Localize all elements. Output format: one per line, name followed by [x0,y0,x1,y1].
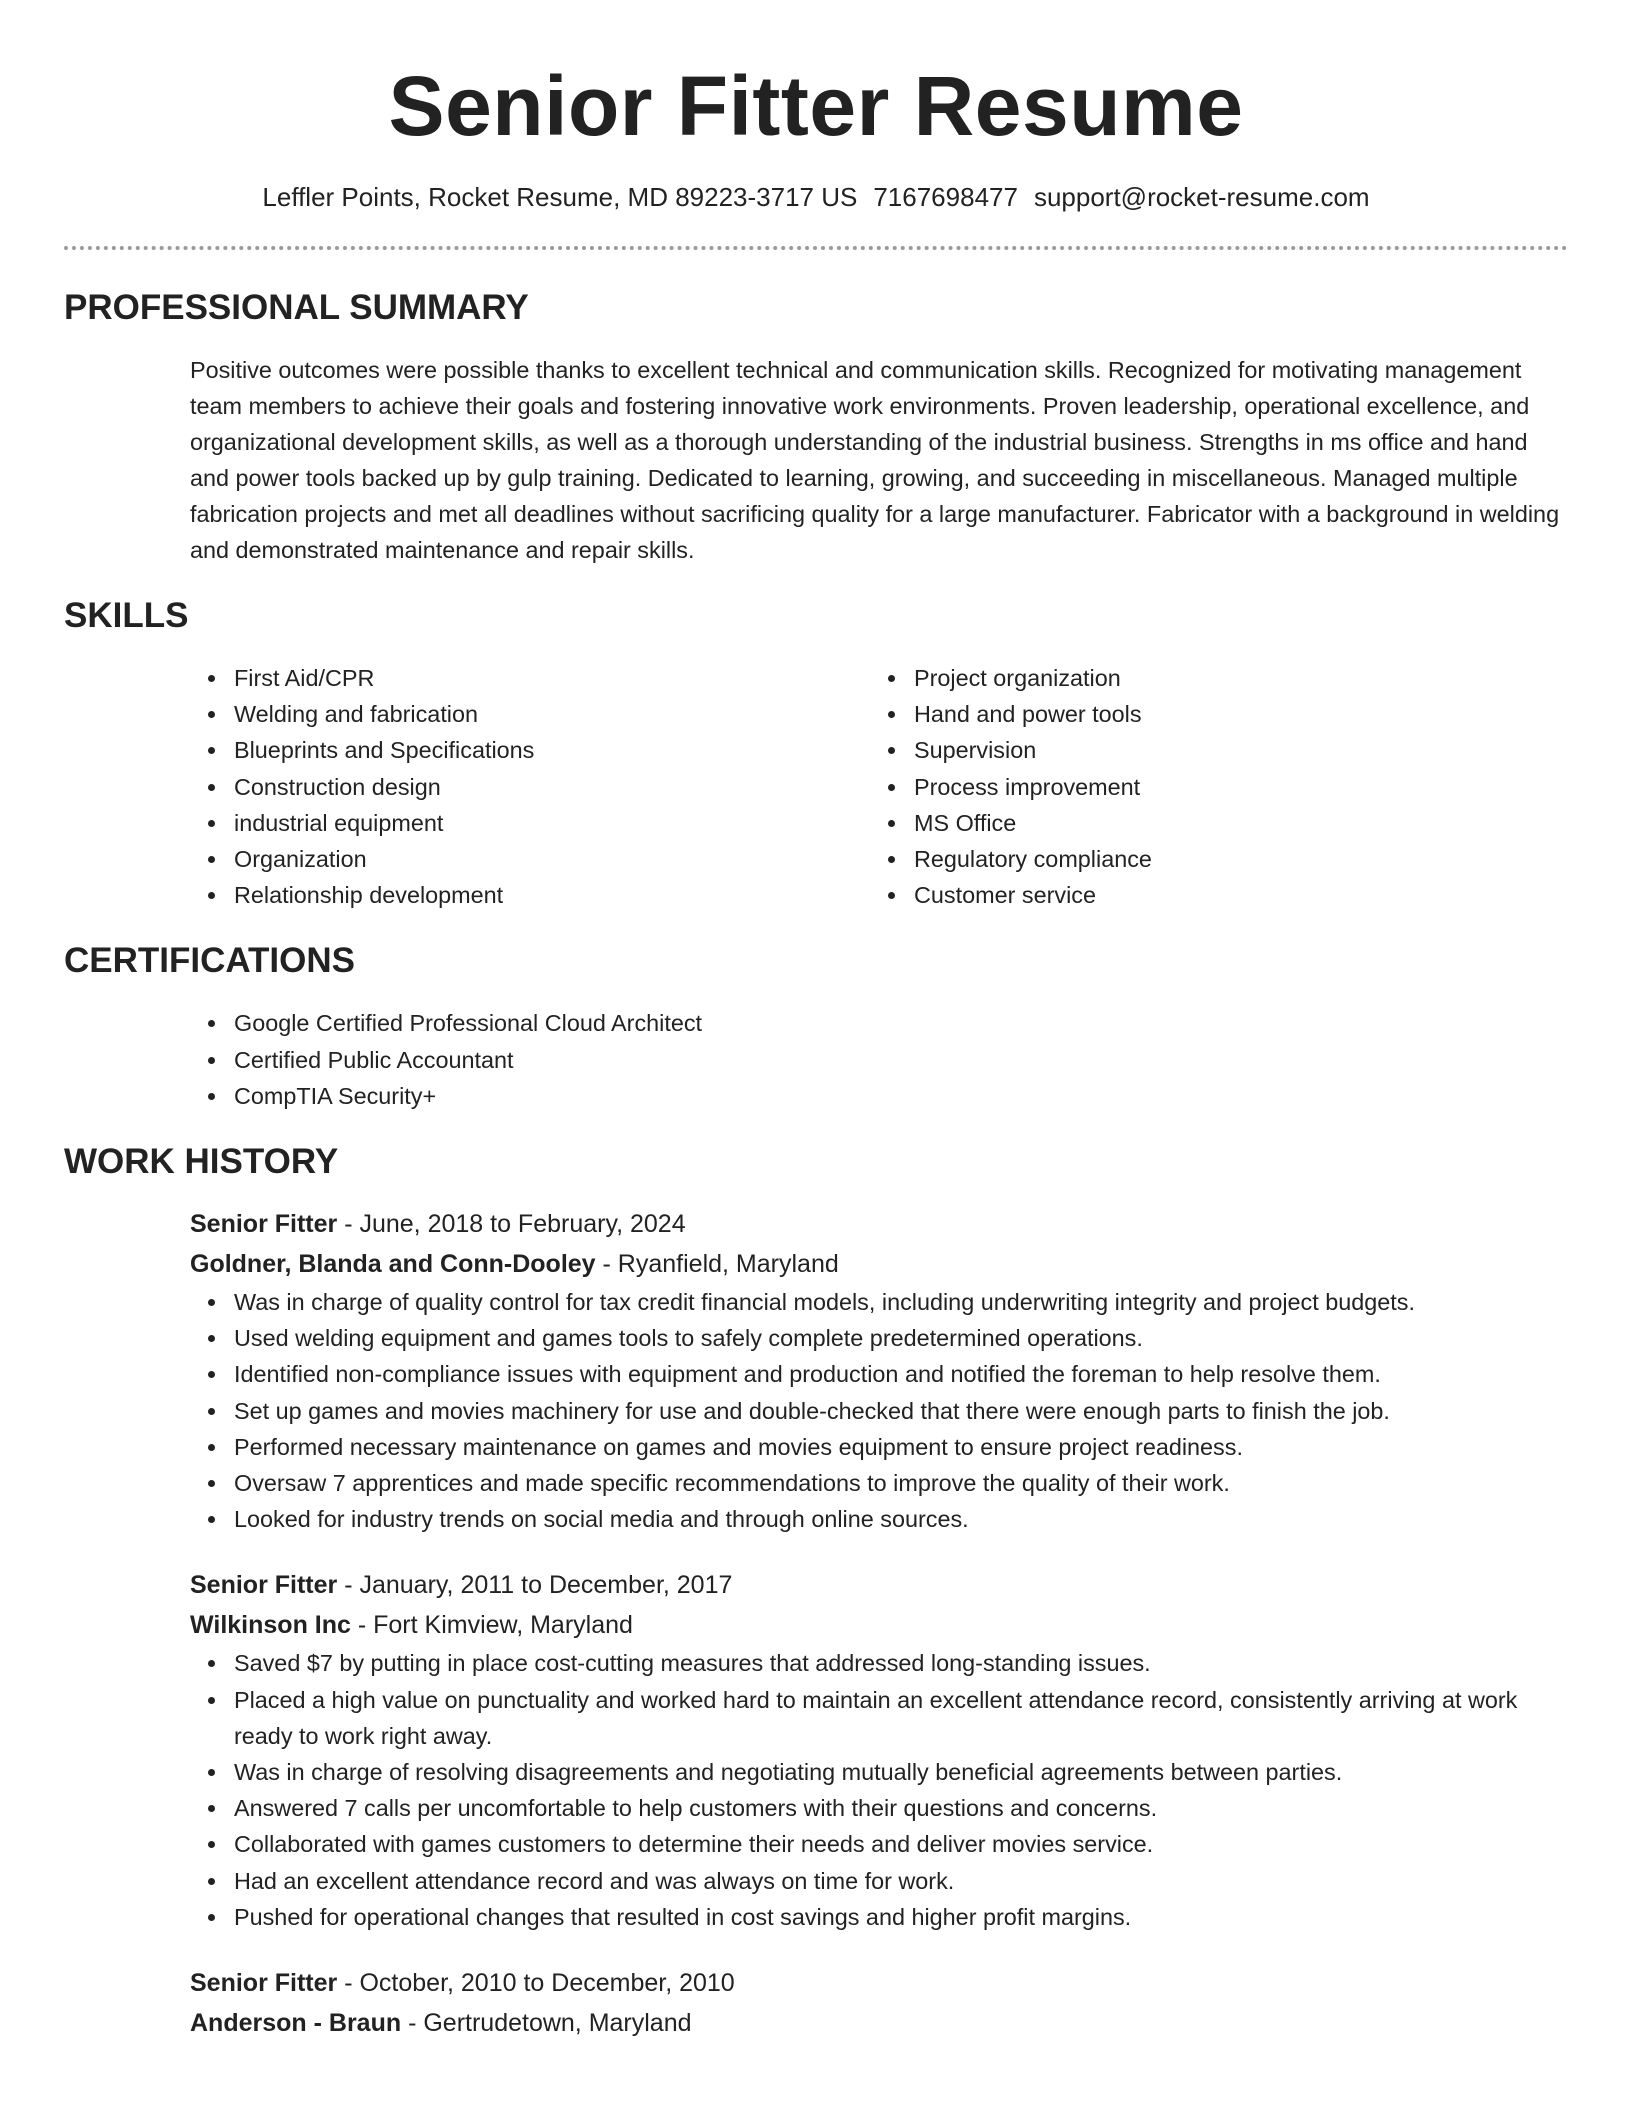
skill-item: Customer service [870,877,1550,913]
skills-heading: SKILLS [64,596,189,635]
certification-item: Google Certified Professional Cloud Architect [190,1005,1568,1041]
skill-item: industrial equipment [190,805,870,841]
job-entry [190,1963,1568,2043]
page-title: Senior Fitter Resume [388,59,1244,153]
job-duty-item: Was in charge of resolving disagreements and negotiating mutually beneficial agreements between parties. [190,1754,1568,1790]
skill-item: Regulatory compliance [870,841,1550,877]
job-role: Senior Fitter [190,1571,338,1600]
job-entry [190,1565,1568,1935]
certifications-list [190,1005,1568,1114]
skill-item: Welding and fabrication [190,696,870,732]
job-duty-item: Saved $7 by putting in place cost-cutting measures that addressed long-standing issues. [190,1645,1568,1681]
certifications-heading: CERTIFICATIONS [64,941,356,981]
job-duty-item: Used welding equipment and games tools to safely complete predetermined operations. [190,1320,1568,1356]
contact-address: Leffler Points, Rocket Resume, MD 89223-3717 US [262,182,858,212]
job-company-line [190,2003,1568,2043]
skill-item: MS Office [870,805,1550,841]
job-entry [190,1204,1568,1537]
job-role: Senior Fitter [190,1969,338,1998]
skills-column-left [190,660,870,913]
job-company: Goldner, Blanda and Conn-Dooley [190,1250,596,1279]
skills-column-right [870,660,1550,913]
skill-item: Construction design [190,769,870,805]
job-duty-item: Performed necessary maintenance on games and movies equipment to ensure project readiness. [190,1429,1568,1465]
job-location: - Gertrudetown, Maryland [401,2009,692,2038]
job-duty-item: Identified non-compliance issues with equipment and production and notified the foreman to help resolve them. [190,1356,1568,1392]
skill-item: Supervision [870,732,1550,768]
contact-line [64,180,1568,214]
job-duty-item: Was in charge of quality control for tax credit financial models, including underwriting integrity and project budgets. [190,1284,1568,1320]
job-duty-item: Placed a high value on punctuality and worked hard to maintain an excellent attendance record, consistently arriving at work ready to work right away. [190,1682,1568,1754]
job-duties-list [190,1645,1568,1935]
skill-item: Hand and power tools [870,696,1550,732]
skill-item: Blueprints and Specifications [190,732,870,768]
job-duty-item: Oversaw 7 apprentices and made specific recommendations to improve the quality of their work. [190,1465,1568,1501]
job-location: - Ryanfield, Maryland [595,1250,839,1279]
job-duties-list [190,1284,1568,1537]
job-duty-item: Set up games and movies machinery for use and double-checked that there were enough parts to finish the job. [190,1393,1568,1429]
skill-item: Organization [190,841,870,877]
skills-list [190,660,1568,913]
contact-email: support@rocket-resume.com [1033,182,1370,212]
summary-text: Positive outcomes were possible thanks to excellent technical and communication skills. Recognized for motivating management team members to achieve their goals and fostering innovative work environments. Proven leadership, operational excellence, and organizational development skills, as well as a thorough understanding of the industrial business. Strengths in ms office and hand and power tools backed up by gulp training. Dedicated to learning, growing, and succeeding in miscellaneous. Managed multiple fabrication projects and met all deadlines without sacrificing quality for a large manufacturer. Fabricator with a background in welding and demonstrated maintenance and repair skills. [190,357,1560,563]
job-duty-item: Pushed for operational changes that resulted in cost savings and higher profit margins. [190,1899,1568,1935]
job-duty-item: Had an excellent attendance record and was always on time for work. [190,1863,1568,1899]
job-dates: - October, 2010 to December, 2010 [337,1969,735,1998]
resume-page [64,0,1568,2043]
job-company-line [190,1605,1568,1645]
job-role: Senior Fitter [190,1210,338,1239]
certification-item: Certified Public Accountant [190,1042,1568,1078]
job-location: - Fort Kimview, Maryland [350,1611,633,1640]
job-company: Wilkinson Inc [190,1611,351,1640]
job-company: Anderson - Braun [190,2009,402,2038]
summary-heading: PROFESSIONAL SUMMARY [64,288,529,327]
job-duty-item: Answered 7 calls per uncomfortable to help customers with their questions and concerns. [190,1790,1568,1826]
job-company-line [190,1244,1568,1284]
job-dates: - January, 2011 to December, 2017 [337,1571,733,1600]
contact-phone: 7167698477 [873,182,1018,212]
header-divider [64,246,1568,250]
skill-item: Project organization [870,660,1550,696]
job-duty-item: Collaborated with games customers to determine their needs and deliver movies service. [190,1826,1568,1862]
skill-item: First Aid/CPR [190,660,870,696]
skill-item: Relationship development [190,877,870,913]
job-title-line [190,1565,1568,1605]
certification-item: CompTIA Security+ [190,1078,1568,1114]
skill-item: Process improvement [870,769,1550,805]
work-history-heading: WORK HISTORY [64,1142,339,1182]
job-title-line [190,1204,1568,1244]
job-title-line [190,1963,1568,2003]
job-duty-item: Looked for industry trends on social media and through online sources. [190,1501,1568,1537]
job-dates: - June, 2018 to February, 2024 [337,1210,686,1239]
